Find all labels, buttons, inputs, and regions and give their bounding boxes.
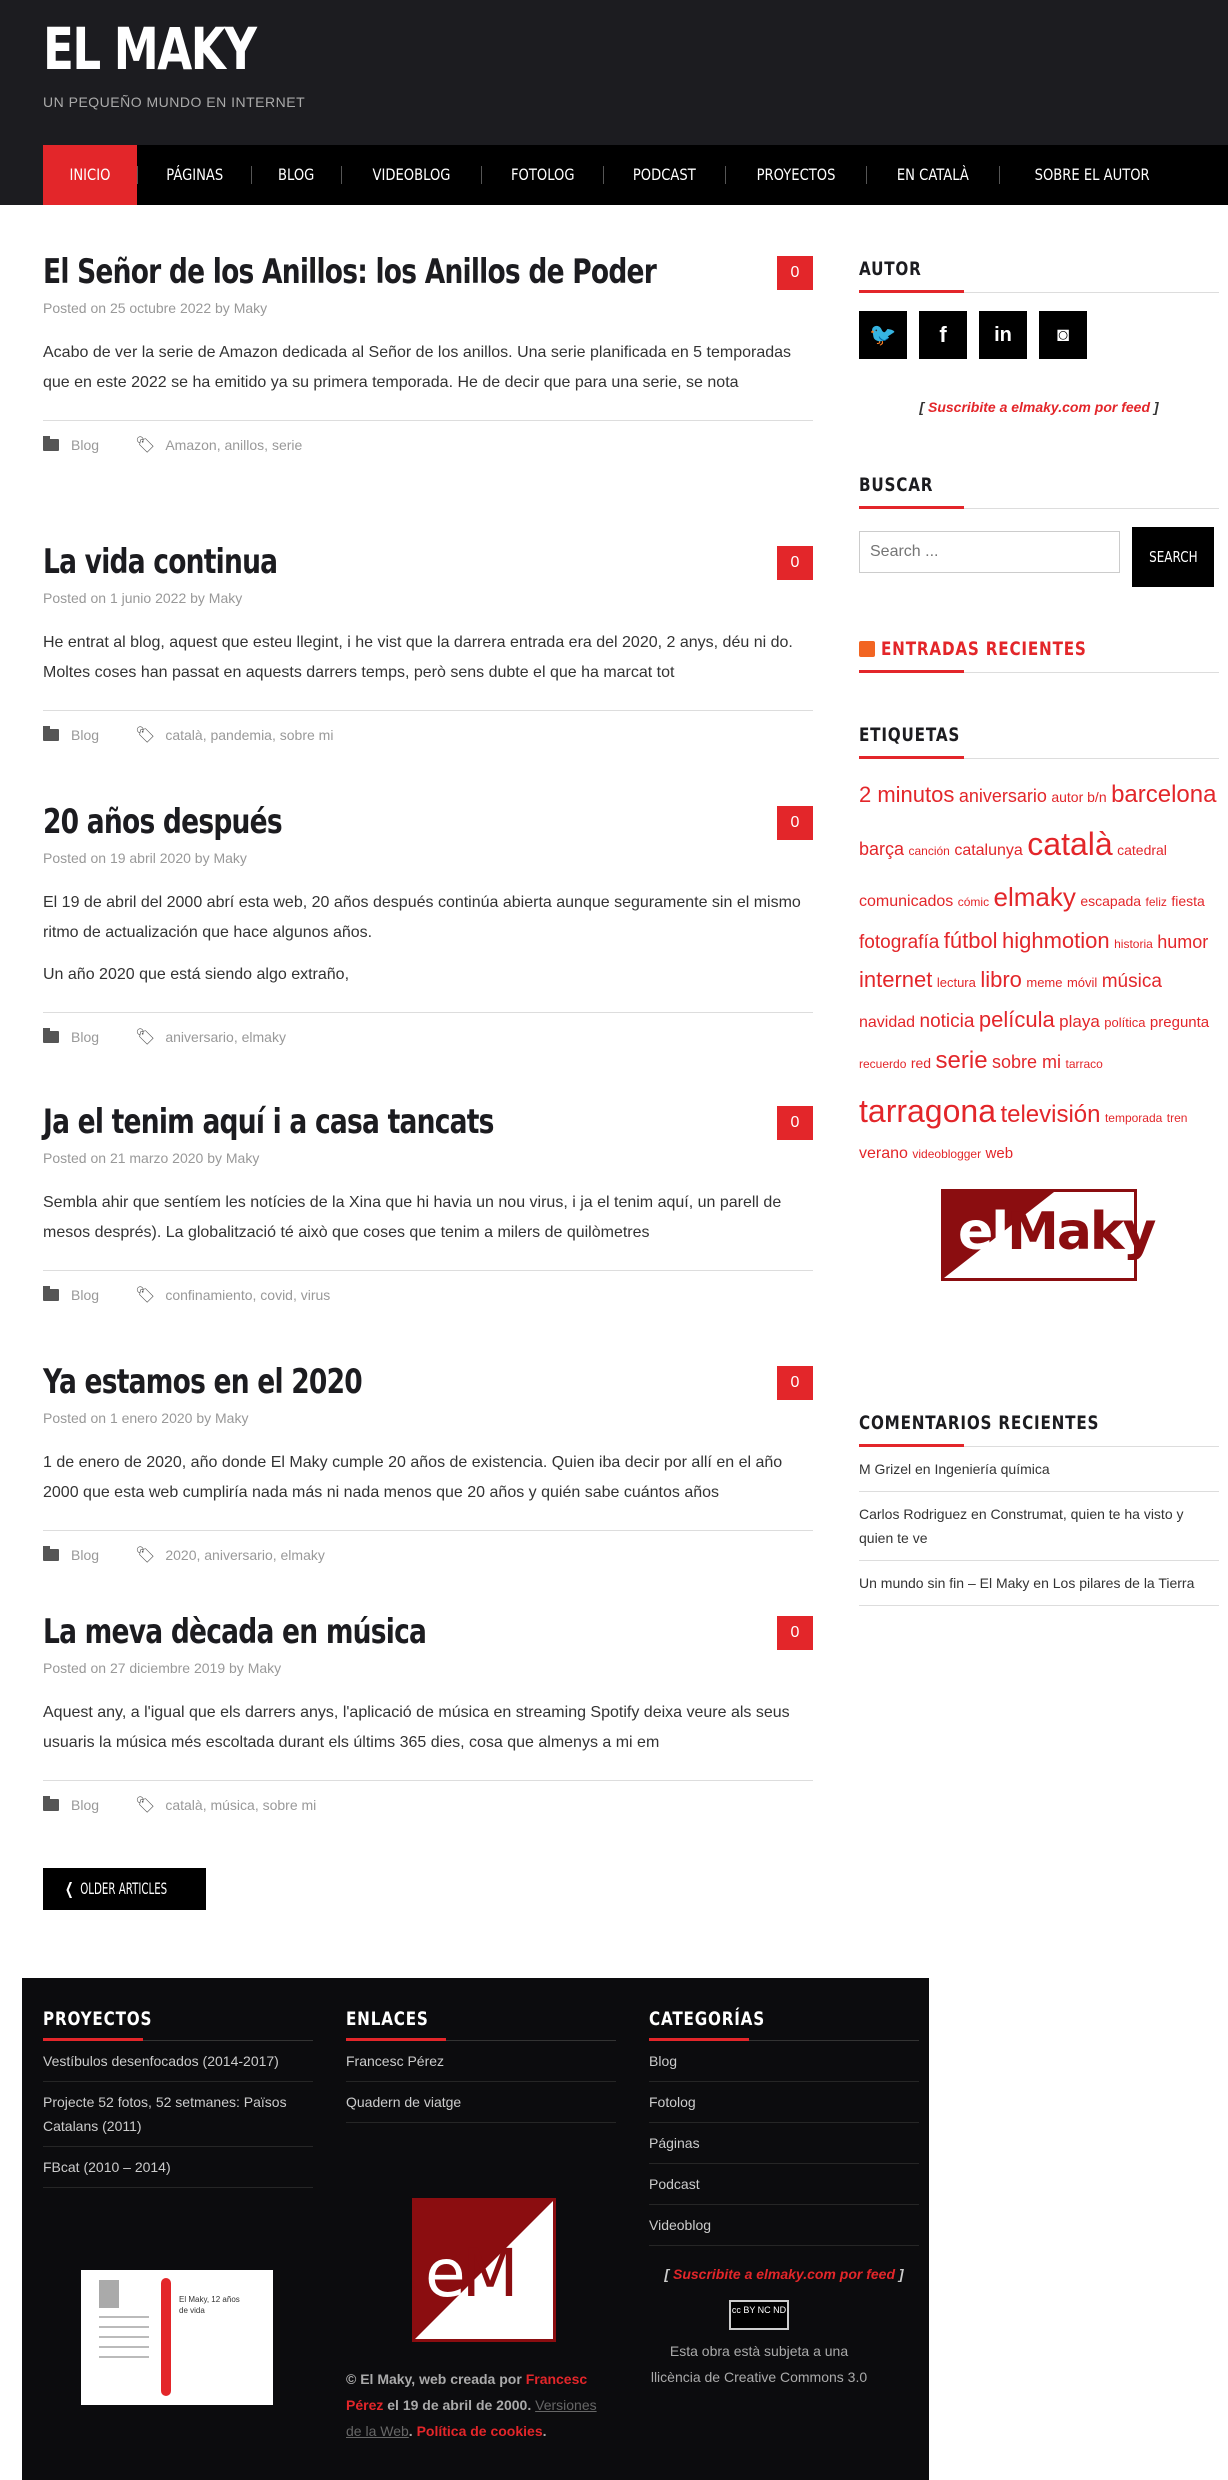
footer-link[interactable]: Podcast — [649, 2164, 919, 2205]
post-category-link[interactable]: Blog — [71, 1797, 100, 1813]
tag-cloud-link[interactable]: red — [910, 1055, 932, 1072]
post-excerpt: Un año 2020 que está siendo algo extraño, — [43, 966, 350, 983]
footer-feed-link[interactable]: [ Suscribite a elmaky.com por feed ] — [664, 2266, 904, 2282]
post-footer — [43, 1012, 813, 1047]
tag-cloud-link[interactable]: sobre mi — [992, 1052, 1062, 1073]
instagram-icon[interactable]: ◙ — [1039, 311, 1087, 359]
tag-cloud-link[interactable]: historia — [1114, 936, 1153, 951]
widget-title: BUSCAR — [859, 474, 1219, 509]
post — [43, 1610, 813, 1815]
recent-comment-item[interactable]: M Grizel en Ingeniería química — [859, 1447, 1219, 1492]
tag-cloud-link[interactable]: barcelona — [1111, 781, 1217, 808]
creative-commons-badge[interactable]: cc BY NC ND — [729, 2300, 789, 2330]
footer-title: PROYECTOS — [43, 2008, 313, 2041]
post-footer — [43, 1270, 813, 1305]
main-nav — [43, 145, 1228, 205]
comments-count-badge[interactable]: 0 — [777, 1366, 813, 1400]
tag-cloud-link[interactable]: highmotion — [1002, 927, 1110, 953]
footer-link[interactable]: Quadern de viatge — [346, 2082, 616, 2123]
tag-cloud-link[interactable]: navidad — [859, 1013, 916, 1031]
post-excerpt: Aquest any, a l'igual que els darrers anys, l'aplicació de música en streaming Spotify deixa veure als seus usuaris la música més escoltada durant els últims 365 dies, cosa que almenys a mi em — [43, 1704, 790, 1751]
post-excerpt: El 19 de abril del 2000 abrí esta web, 20 años después continúa abierta aunque seguramente sin el mismo ritmo de actualización que hace algunos años. — [43, 894, 801, 941]
tag-cloud-link[interactable]: autor b/n — [1051, 789, 1107, 805]
tag-cloud-link[interactable]: cómic — [957, 894, 990, 909]
tag-cloud-link[interactable]: catalunya — [954, 842, 1023, 860]
post-footer — [43, 1780, 813, 1815]
comments-count-badge[interactable]: 0 — [777, 256, 813, 290]
comments-count-badge[interactable]: 0 — [777, 546, 813, 580]
recent-comment-item[interactable]: Un mundo sin fin – El Maky en Los pilares de la Tierra — [859, 1561, 1219, 1606]
post-title[interactable]: El Señor de los Anillos: los Anillos de Poder — [43, 252, 657, 292]
footer-title: ENLACES — [346, 2008, 616, 2041]
tag-icon: 🏷 — [135, 1547, 156, 1564]
tag-cloud-link[interactable]: internet — [859, 967, 933, 993]
folder-icon — [43, 729, 59, 741]
post-excerpt: 1 de enero de 2020, año donde El Maky cumple 20 años de existencia. Quien iba decir por allí en el año 2000 que esta web cumpliría nada más ni nada menos que 20 años y quién sabe cuántos años — [43, 1454, 783, 1501]
tag-cloud-link[interactable]: verano — [859, 1145, 908, 1163]
search-input[interactable] — [859, 531, 1120, 573]
nav-item[interactable]: FOTOLOG — [510, 165, 575, 184]
nav-item[interactable]: VIDEOBLOG — [372, 165, 451, 184]
folder-icon — [43, 1289, 59, 1301]
tag-icon: 🏷 — [135, 1029, 156, 1046]
tag-cloud-link[interactable]: lectura — [936, 975, 976, 991]
older-articles-button[interactable]: ❮ OLDER ARTICLES — [43, 1868, 206, 1910]
tag-cloud-link[interactable]: comunicados — [859, 892, 954, 910]
cookies-policy-link[interactable]: Política de cookies — [416, 2423, 543, 2439]
tag-cloud-link[interactable]: elmaky — [993, 881, 1076, 912]
post-title[interactable]: La meva dècada en música — [43, 1612, 427, 1652]
folder-icon — [43, 1799, 59, 1811]
book-title: El Maky, 12 años de vida — [179, 2295, 240, 2315]
tag-cloud-link[interactable]: barça — [859, 839, 905, 860]
post-meta: Posted on 21 marzo 2020 by Maky — [43, 1150, 260, 1166]
post — [43, 540, 813, 745]
tag-cloud-link[interactable]: fotografía — [859, 931, 940, 953]
site-tagline: UN PEQUEÑO MUNDO EN INTERNET — [43, 94, 306, 110]
chevron-left-icon: ❮ — [65, 1879, 77, 1898]
elmaky-logo[interactable]: elMaky — [941, 1189, 1137, 1281]
widget-title: AUTOR — [859, 258, 1219, 293]
footer-link[interactable]: FBcat (2010 – 2014) — [43, 2147, 313, 2188]
footer-link[interactable]: Projecte 52 fotos, 52 setmanes: Països Catalans (2011) — [43, 2082, 313, 2147]
tag-cloud-link[interactable]: recuerdo — [859, 1057, 907, 1072]
nav-item[interactable]: SOBRE EL AUTOR — [1034, 165, 1150, 184]
post-excerpt: Acabo de ver la serie de Amazon dedicada al Señor de los anillos. Una serie planificada en 5 temporadas que en este 2022 se ha emitido ya su primera temporada. He de decir que para una serie, se nota — [43, 344, 792, 391]
tag-cloud-link[interactable]: pregunta — [1149, 1013, 1210, 1031]
tag-cloud-link[interactable]: película — [978, 1006, 1055, 1032]
em-logo[interactable]: eM — [412, 2198, 556, 2342]
post-category-link[interactable]: Blog — [71, 1029, 100, 1045]
post — [43, 250, 813, 455]
versions-link[interactable]: Versiones de la Web — [346, 2397, 597, 2439]
widget-entradas-recientes — [859, 638, 1219, 673]
footer-link[interactable]: Videoblog — [649, 2205, 919, 2246]
post-title[interactable]: 20 años después — [43, 802, 282, 842]
post-tags-links[interactable]: aniversario, elmaky — [165, 1029, 286, 1045]
tag-cloud-link[interactable]: feliz — [1145, 894, 1167, 909]
footer-title: CATEGORÍAS — [649, 2008, 919, 2041]
tag-cloud-link[interactable]: libro — [980, 967, 1022, 993]
tag-cloud-link[interactable]: canción — [908, 844, 950, 859]
widget-etiquetas — [859, 724, 1219, 1281]
post-title[interactable]: Ya estamos en el 2020 — [43, 1362, 362, 1402]
linkedin-icon[interactable]: in — [979, 311, 1027, 359]
footer-link[interactable]: Fotolog — [649, 2082, 919, 2123]
post-category-link[interactable]: Blog — [71, 1287, 100, 1303]
widget-autor — [859, 258, 1219, 415]
post-meta: Posted on 1 junio 2022 by Maky — [43, 590, 243, 606]
post — [43, 800, 813, 1047]
nav-item[interactable]: INICIO — [43, 145, 137, 205]
tag-cloud-link[interactable]: aniversario — [958, 786, 1047, 806]
tag-icon: 🏷 — [135, 727, 156, 744]
post-tags-links[interactable]: confinamiento, covid, virus — [165, 1287, 331, 1303]
tag-cloud-link[interactable]: temporada — [1104, 1110, 1163, 1125]
nav-item[interactable]: PODCAST — [633, 165, 696, 184]
tag-cloud-link[interactable]: fútbol — [943, 927, 998, 953]
tag-cloud-link[interactable]: humor — [1157, 931, 1209, 952]
post-tags-links[interactable]: 2020, aniversario, elmaky — [165, 1547, 325, 1563]
post-tags-links[interactable]: Amazon, anillos, serie — [165, 437, 303, 453]
post-footer — [43, 420, 813, 455]
post-meta: Posted on 27 diciembre 2019 by Maky — [43, 1660, 282, 1676]
tag-cloud-link[interactable]: tren — [1166, 1110, 1188, 1125]
book-cover-image[interactable] — [81, 2270, 273, 2405]
post-title[interactable]: La vida continua — [43, 542, 278, 582]
nav-item[interactable]: PÁGINAS — [166, 165, 224, 184]
cc-license-text: Esta obra està subjeta a una llicència de Creative Commons 3.0 — [650, 2343, 868, 2385]
recent-comment-item[interactable]: Carlos Rodriguez en Construmat, quien te ha visto y quien te ve — [859, 1492, 1219, 1561]
comments-count-badge[interactable]: 0 — [777, 806, 813, 840]
facebook-icon[interactable]: f — [919, 311, 967, 359]
comments-count-badge[interactable]: 0 — [777, 1616, 813, 1650]
post-excerpt: Sembla ahir que sentíem les notícies de la Xina que hi havia un nou virus, i ja el tenim aquí, un parell de mesos després). La globalització té això que coses que tenim a milers de quilòmetres — [43, 1194, 782, 1241]
search-button[interactable]: SEARCH — [1132, 527, 1214, 587]
widget-title: ETIQUETAS — [859, 724, 1219, 759]
post — [43, 1100, 813, 1305]
site-header — [0, 0, 1228, 205]
tag-cloud-link[interactable]: videoblogger — [912, 1147, 982, 1162]
tag-cloud-link[interactable]: política — [1104, 1014, 1146, 1030]
tag-cloud-link[interactable]: serie — [935, 1047, 988, 1075]
post-tags-links[interactable]: català, música, sobre mi — [165, 1797, 317, 1813]
author-link[interactable]: Francesc Pérez — [346, 2371, 588, 2413]
widget-title: COMENTARIOS RECIENTES — [859, 1412, 1219, 1447]
footer-proyectos — [43, 2008, 313, 2315]
folder-icon — [43, 439, 59, 451]
post-meta: Posted on 25 octubre 2022 by Maky — [43, 300, 268, 316]
footer-link[interactable]: Francesc Pérez — [346, 2041, 616, 2082]
footer-categorias — [649, 2008, 919, 2385]
widget-comentarios-recientes — [859, 1412, 1219, 1606]
twitter-icon[interactable]: 🐦 — [859, 311, 907, 359]
tag-cloud-link[interactable]: televisión — [1000, 1100, 1101, 1128]
post-category-link[interactable]: Blog — [71, 1547, 100, 1563]
tag-cloud-link[interactable]: meme — [1026, 975, 1063, 991]
tag-cloud-link[interactable]: 2 minutos — [859, 782, 955, 807]
tag-cloud-link[interactable]: tarraco — [1065, 1057, 1103, 1072]
site-footer — [22, 1978, 929, 2480]
rss-icon[interactable] — [859, 641, 875, 657]
widget-buscar — [859, 474, 1219, 587]
footer-link[interactable]: Páginas — [649, 2123, 919, 2164]
post-excerpt: He entrat al blog, aquest que esteu llegint, i he vist que la darrera entrada era del 2020, 2 anys, déu ni do. Moltes coses han passat en aquests darrers temps, però sens dubte el que ha marcat tot — [43, 634, 793, 681]
post-meta: Posted on 1 enero 2020 by Maky — [43, 1410, 249, 1426]
tag-icon: 🏷 — [135, 1797, 156, 1814]
tag-icon: 🏷 — [135, 437, 156, 454]
nav-item[interactable]: EN CATALÀ — [896, 165, 969, 184]
footer-link[interactable]: Vestíbulos desenfocados (2014-2017) — [43, 2041, 313, 2082]
site-title[interactable]: EL MAKY — [43, 15, 256, 83]
tag-cloud-link[interactable]: catedral — [1117, 842, 1167, 859]
nav-item[interactable]: PROYECTOS — [756, 165, 836, 184]
folder-icon — [43, 1031, 59, 1043]
footer-enlaces — [346, 2008, 616, 2439]
post-tags-links[interactable]: català, pandemia, sobre mi — [165, 727, 334, 743]
comments-count-badge[interactable]: 0 — [777, 1106, 813, 1140]
tag-cloud — [859, 773, 1219, 1169]
feed-link[interactable]: [ Suscribite a elmaky.com por feed ] — [919, 399, 1159, 415]
post-footer — [43, 1530, 813, 1565]
tag-cloud-link[interactable]: playa — [1059, 1011, 1100, 1031]
tag-cloud-link[interactable]: noticia — [919, 1010, 975, 1032]
post-category-link[interactable]: Blog — [71, 727, 100, 743]
nav-item[interactable]: BLOG — [278, 165, 315, 184]
tag-cloud-link[interactable]: escapada — [1080, 892, 1142, 909]
footer-credit: © El Maky, web creada por Francesc Pérez el 19 de abril de 2000. Versiones de la Web. Política de cookies. — [346, 2371, 597, 2439]
post — [43, 1360, 813, 1565]
tag-cloud-link[interactable]: música — [1101, 971, 1162, 993]
tag-cloud-link[interactable]: móvil — [1066, 975, 1098, 991]
tag-cloud-link[interactable]: tarragona — [859, 1092, 996, 1129]
footer-link[interactable]: Blog — [649, 2041, 919, 2082]
post-meta: Posted on 19 abril 2020 by Maky — [43, 850, 247, 866]
tag-cloud-link[interactable]: web — [985, 1145, 1014, 1163]
widget-title[interactable]: ENTRADAS RECIENTES — [859, 638, 1219, 673]
post-footer — [43, 710, 813, 745]
post-title[interactable]: Ja el tenim aquí i a casa tancats — [43, 1102, 494, 1142]
post-category-link[interactable]: Blog — [71, 437, 100, 453]
tag-cloud-link[interactable]: català — [1027, 826, 1113, 863]
tag-icon: 🏷 — [135, 1287, 156, 1304]
tag-cloud-link[interactable]: fiesta — [1171, 892, 1205, 909]
folder-icon — [43, 1549, 59, 1561]
